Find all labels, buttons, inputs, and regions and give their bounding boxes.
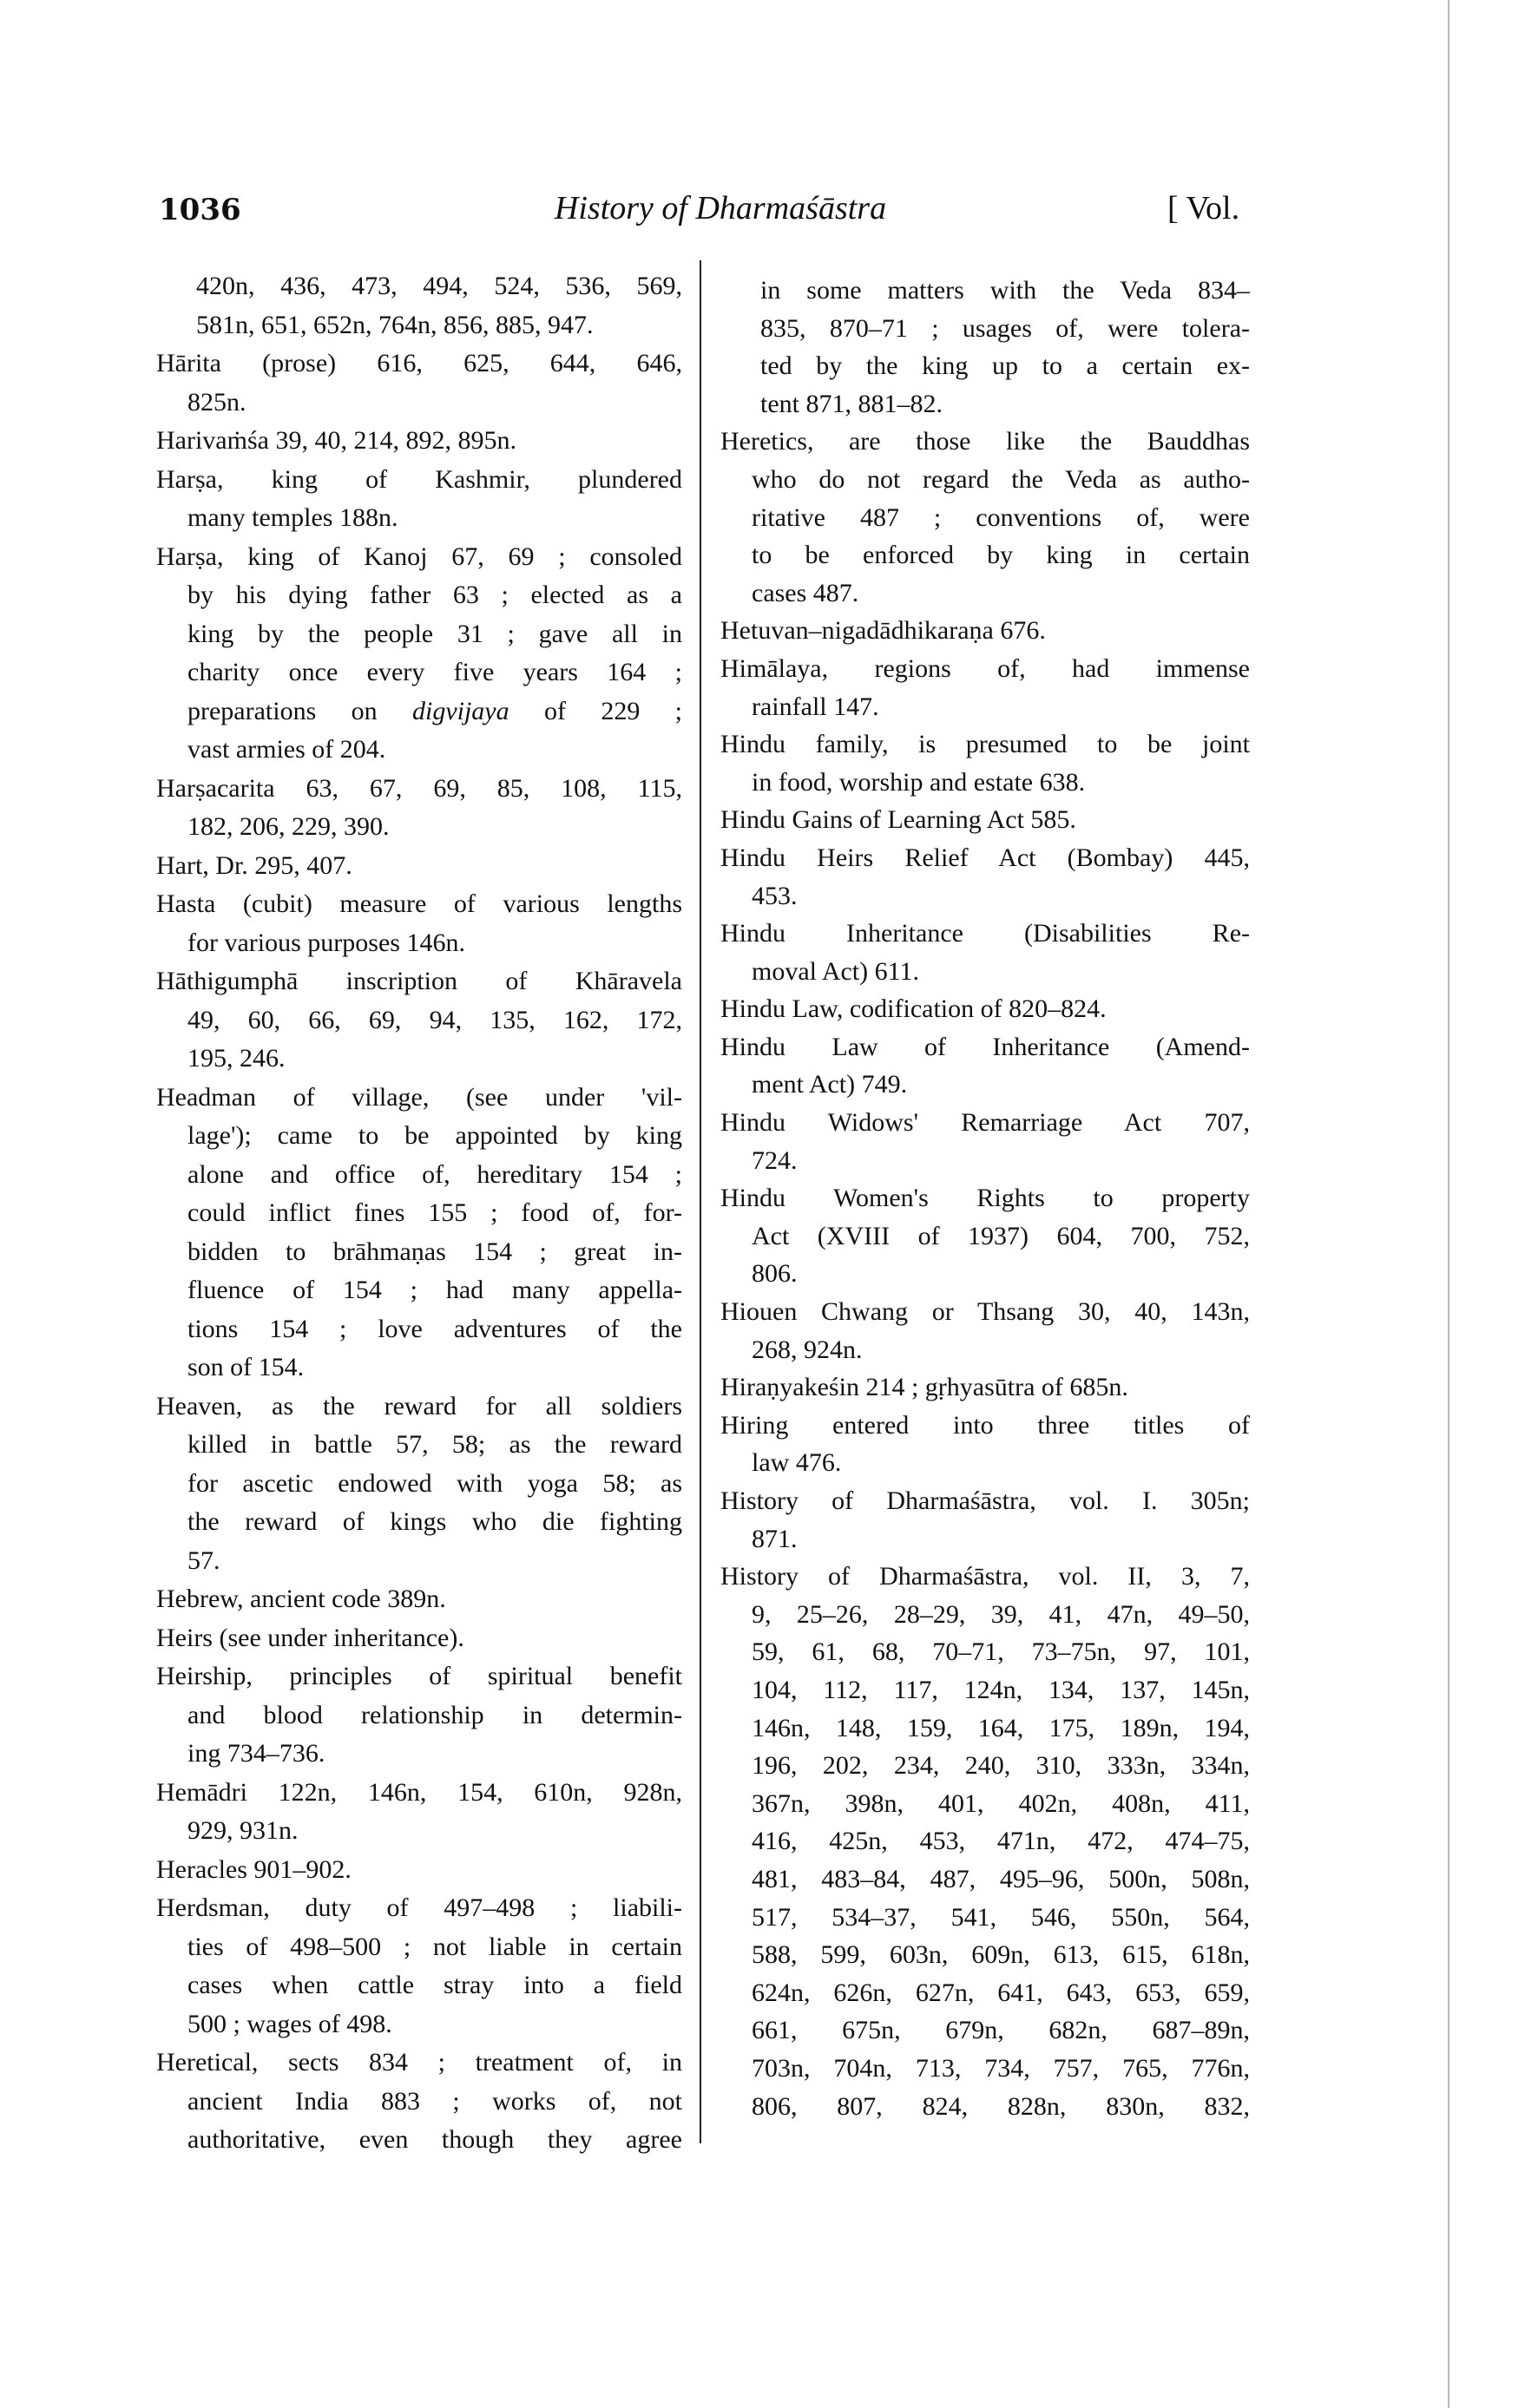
entry-line: rainfall 147.	[752, 692, 879, 721]
entry-line: 195, 246.	[187, 1044, 286, 1073]
index-entry	[720, 1179, 1250, 1293]
entry-line: ing 734–736.	[187, 1739, 325, 1768]
entry-line: 416, 425n, 453, 471n, 472, 474–75,	[752, 1827, 1250, 1856]
page-number: 1036	[159, 193, 241, 227]
entry-headline: Hiouen Chwang or Thsang 30, 40, 143n,	[720, 1297, 1250, 1327]
entry-line: vast armies of 204.	[187, 735, 386, 764]
entry-line: 57.	[187, 1545, 220, 1575]
entry-line: 835, 870–71 ; usages of, were tolera-	[760, 313, 1250, 343]
entry-headline: Headman of village, (see under 'vil-	[156, 1082, 682, 1112]
index-entry	[720, 1293, 1250, 1368]
entry-line: ritative 487 ; conventions of, were	[752, 502, 1250, 532]
entry-line: killed in battle 57, 58; as the reward	[187, 1430, 682, 1459]
entry-headline: Hindu Law, codification of 820–824.	[720, 994, 1107, 1024]
entry-line: by his dying father 63 ; elected as a	[187, 581, 682, 609]
entry-line: 624n, 626n, 627n, 641, 643, 653, 659,	[752, 1978, 1250, 2007]
entry-line: 196, 202, 234, 240, 310, 333n, 334n,	[752, 1751, 1250, 1781]
entry-line: law 476.	[752, 1448, 842, 1478]
entry-headline: Hiraṇyakeśin 214 ; gṛhyasūtra of 685n.	[720, 1373, 1128, 1402]
entry-headline: Hindu Widows' Remarriage Act 707,	[720, 1108, 1250, 1138]
entry-headline: Hiring entered into three titles of	[720, 1410, 1250, 1440]
entry-line: 481, 483–84, 487, 495–96, 500n, 508n,	[752, 1864, 1250, 1893]
volume-label: [ Vol.	[1167, 190, 1240, 226]
entry-headline: Hindu Heirs Relief Act (Bombay) 445,	[720, 843, 1250, 872]
entry-line: 806.	[752, 1259, 798, 1289]
entry-headline: Heracles 901–902.	[156, 1854, 352, 1884]
entry-headline: Heretics, are those like the Bauddhas	[720, 427, 1250, 456]
entry-line: ment Act) 749.	[752, 1070, 908, 1099]
entry-headline: Hāthigumphā inscription of Khāravela	[156, 967, 682, 995]
index-entry	[156, 1851, 682, 1890]
entry-line: ties of 498–500 ; not liable in certain	[187, 1932, 682, 1961]
index-entry	[720, 272, 1250, 423]
entry-headline: Harṣa, king of Kanoj 67, 69 ; consoled	[156, 541, 682, 571]
entry-line: tent 871, 881–82.	[760, 389, 943, 418]
entry-line: many temples 188n.	[187, 503, 398, 532]
entry-line: authoritative, even though they agree	[187, 2125, 682, 2154]
entry-line: 517, 534–37, 541, 546, 550n, 564,	[752, 1902, 1250, 1932]
entry-line: 268, 924n.	[752, 1335, 863, 1364]
entry-line: cases 487.	[752, 578, 859, 607]
index-entry	[156, 1619, 682, 1658]
index-entry	[720, 839, 1250, 915]
entry-line: the reward of kings who die fighting	[187, 1507, 682, 1536]
entry-line: 871.	[752, 1524, 798, 1553]
entry-line: to be enforced by king in certain	[752, 541, 1250, 570]
entry-line: 182, 206, 229, 390.	[187, 812, 390, 841]
entry-headline: Hindu Inheritance (Disabilities Re-	[720, 919, 1250, 948]
entry-line: alone and office of, hereditary 154 ;	[187, 1159, 682, 1189]
entry-line: 49, 60, 66, 69, 94, 135, 162, 172,	[187, 1005, 682, 1034]
index-entry	[720, 1368, 1250, 1407]
entry-line: son of 154.	[187, 1353, 305, 1381]
entry-headline: Harṣacarita 63, 67, 69, 85, 108, 115,	[156, 773, 682, 803]
index-entry	[720, 423, 1250, 612]
entry-line: who do not regard the Veda as autho-	[752, 464, 1250, 494]
entry-headline: Himālaya, regions of, had immense	[720, 653, 1250, 683]
index-entry	[156, 422, 682, 461]
entry-line: 59, 61, 68, 70–71, 73–75n, 97, 101,	[752, 1637, 1250, 1667]
entry-headline: History of Dharmaśāstra, vol. II, 3, 7,	[720, 1562, 1250, 1591]
index-entry	[720, 990, 1250, 1028]
entry-line: in some matters with the Veda 834–	[760, 276, 1250, 305]
entry-line: 146n, 148, 159, 164, 175, 189n, 194,	[752, 1713, 1250, 1742]
entry-line: 661, 675n, 679n, 682n, 687–89n,	[752, 2016, 1250, 2045]
entry-line: bidden to brāhmaṇas 154 ; great in-	[187, 1237, 682, 1266]
entry-headline: Hindu family, is presumed to be joint	[720, 730, 1250, 759]
index-column-right	[720, 272, 1250, 2125]
entry-headline: Heirship, principles of spiritual benefit	[156, 1662, 682, 1690]
entry-line: 500 ; wages of 498.	[187, 2009, 392, 2038]
index-entry	[720, 1482, 1250, 1558]
entry-line: 104, 112, 117, 124n, 134, 137, 145n,	[752, 1675, 1250, 1704]
entry-line: ted by the king up to a certain ex-	[760, 351, 1250, 381]
index-entry	[720, 915, 1250, 990]
index-entry	[156, 267, 682, 344]
entry-headline: Hart, Dr. 295, 407.	[156, 850, 352, 880]
entry-line: lage'); came to be appointed by king	[187, 1121, 682, 1150]
entry-line: Act (XVIII of 1937) 604, 700, 752,	[752, 1221, 1250, 1250]
entry-headline: Hindu Gains of Learning Act 585.	[720, 805, 1076, 835]
entry-headline: History of Dharmaśāstra, vol. I. 305n;	[720, 1486, 1250, 1515]
index-entry	[156, 847, 682, 886]
entry-line: and blood relationship in determin-	[187, 1700, 682, 1729]
index-entry	[720, 1104, 1250, 1179]
entry-line: 581n, 651, 652n, 764n, 856, 885, 947.	[196, 310, 594, 339]
index-entry	[156, 962, 682, 1079]
entry-line: 806, 807, 824, 828n, 830n, 832,	[752, 2091, 1250, 2121]
index-entry	[156, 538, 682, 770]
text-segment: of 229 ;	[509, 696, 683, 725]
entry-headline: Heretical, sects 834 ; treatment of, in	[156, 2048, 682, 2077]
entry-headline: Hindu Law of Inheritance (Amend-	[720, 1032, 1250, 1061]
index-entry	[156, 1388, 682, 1581]
entry-line: for various purposes 146n.	[187, 928, 465, 957]
entry-line: cases when cattle stray into a field	[187, 1971, 682, 1999]
index-entry	[720, 1028, 1250, 1104]
entry-line: in food, worship and estate 638.	[752, 767, 1086, 797]
entry-line: ancient India 883 ; works of, not	[187, 2086, 682, 2116]
entry-headline: Harṣa, king of Kashmir, plundered	[156, 464, 682, 494]
italic-term: digvijaya	[411, 696, 509, 725]
entry-line: tions 154 ; love adventures of the	[187, 1314, 682, 1343]
entry-line: for ascetic endowed with yoga 58; as	[187, 1468, 682, 1498]
entry-headline: Hetuvan–nigadādhikaraṇa 676.	[720, 616, 1046, 646]
entry-line: fluence of 154 ; had many appella-	[187, 1276, 682, 1304]
index-entry	[156, 1079, 682, 1388]
index-entry	[156, 2044, 682, 2160]
index-entry	[156, 344, 682, 422]
entry-headline: Hebrew, ancient code 389n.	[156, 1585, 446, 1613]
index-entry	[720, 1407, 1250, 1482]
index-entry	[720, 612, 1250, 650]
column-divider	[700, 260, 701, 2143]
index-entry	[156, 1889, 682, 2044]
entry-line: charity once every five years 164 ;	[187, 658, 682, 686]
entry-headline: Heaven, as the reward for all soldiers	[156, 1391, 682, 1421]
entry-headline: Harivaṁśa 39, 40, 214, 892, 895n.	[156, 426, 516, 455]
index-entry	[720, 650, 1250, 725]
entry-line: 420n, 436, 473, 494, 524, 536, 569,	[196, 272, 682, 300]
entry-line: 9, 25–26, 28–29, 39, 41, 47n, 49–50,	[752, 1599, 1250, 1629]
entry-line: 929, 931n.	[187, 1816, 299, 1845]
entry-line: 825n.	[187, 387, 246, 417]
entry-line: 724.	[752, 1145, 798, 1175]
entry-headline: Hemādri 122n, 146n, 154, 610n, 928n,	[156, 1777, 682, 1807]
index-entry	[156, 770, 682, 847]
entry-line: moval Act) 611.	[752, 956, 920, 986]
index-entry	[156, 461, 682, 538]
index-column-left	[156, 267, 682, 2160]
index-entry	[720, 1558, 1250, 2125]
entry-line: could inflict fines 155 ; food of, for-	[187, 1198, 682, 1227]
entry-line: king by the people 31 ; gave all in	[187, 619, 682, 648]
index-entry	[720, 801, 1250, 839]
entry-headline: Hasta (cubit) measure of various lengths	[156, 889, 682, 918]
entry-line: 703n, 704n, 713, 734, 757, 765, 776n,	[752, 2053, 1250, 2083]
entry-line: 367n, 398n, 401, 402n, 408n, 411,	[752, 1788, 1250, 1818]
text-segment: preparations on	[187, 696, 412, 725]
index-entry	[720, 725, 1250, 801]
page-edge-line	[1448, 0, 1449, 2408]
index-entry	[156, 885, 682, 962]
index-entry	[156, 1657, 682, 1774]
entry-headline: Herdsman, duty of 497–498 ; liabili-	[156, 1893, 682, 1922]
entry-line: 588, 599, 603n, 609n, 613, 615, 618n,	[752, 1940, 1250, 1970]
entry-headline: Hārita (prose) 616, 625, 644, 646,	[156, 349, 682, 377]
entry-line: 453.	[752, 881, 798, 910]
entry-headline: Hindu Women's Rights to property	[720, 1184, 1250, 1213]
index-entry	[156, 1580, 682, 1619]
entry-line	[156, 692, 682, 732]
running-title: History of Dharmaśāstra	[554, 190, 887, 226]
entry-headline: Heirs (see under inheritance).	[156, 1623, 464, 1652]
index-entry	[156, 1774, 682, 1851]
